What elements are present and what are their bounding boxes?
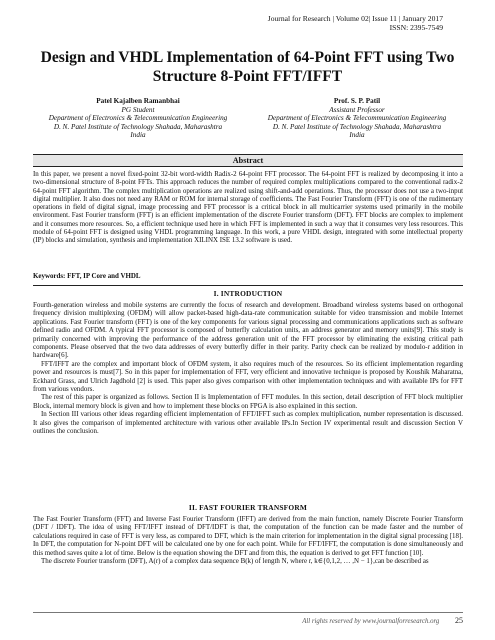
- author-name: Patel Kajalben Ramanbhai: [96, 97, 180, 105]
- footer-divider: [33, 612, 463, 613]
- abstract-text: In this paper, we present a novel fixed-point 32-bit word-width Radix-2 64-point FFT processor. The 64-point FFT is realized by decomposing it into a two-dimensional structure of 8-point FFTs. This approach reduces the number of required complex multiplications compared to the conventional radix-2 64-point FFT algorithm. The complex multiplication operations are realized using shift-and-add operations. Thus, the processor does not use a two-input digital multiplier. It also does not need any RAM or ROM for internal storage of coefficients. The Fast Fourier Transform (FFT) is one of the rudimentary operations in field of digital signal, image processing and FFT processor is a critical block in all multicarrier systems used primarily in the mobile environment. Fast Fourier transform (FFT) is an efficient implementation of the discrete Fourier transform (DFT). FFT blocks are complex to implement and it consumes more resources. So, a efficient technique used here in which FFT is implemented in such a way that it consumes very less resources. This module of 64-point FFT is designed using VHDL programming language. In this work, a pure VHDL design, integrated with some intellectual property (IP) blocks and simulation, synthesis and implementation XILINX ISE 13.2 software is used.: [33, 170, 463, 245]
- section-heading-introduction: I. INTRODUCTION: [213, 289, 283, 298]
- copyright-text: All rights reserved by www.journalforresearch.org: [302, 618, 440, 625]
- fft-body: [33, 515, 463, 565]
- author-role: PG Student: [121, 105, 155, 114]
- author-country: India: [349, 131, 365, 140]
- paragraph: The Fast Fourier Transform (FFT) and Inverse Fast Fourier Transform (IFFT) are derived from the main function, namely Discrete Fourier Transform (DFT / IDFT). The idea of using FFT/IFFT instead of DFT/IDFT is that, the computation of the function can be made faster and the number of calculations required in case of FFT is very less, as compared to DFT, which is the main criterion for implementation in the digital signal processing [18]. In DFT, the computation for N-point DFT will be calculated one by one for each point. While for FFT/IFFT, the computation is done simultaneously and this method saves quite a lot of time. Below is the equation showing the DFT and from this, the equation is derived to get FFT function [10].: [33, 515, 463, 557]
- paragraph: The rest of this paper is organized as follows. Section II is Implementation of FFT modules. In this section, detail description of FFT block multiplier Block, internal memory block is given and how to implement these blocks on FPGA is also explained in this section.: [33, 393, 463, 410]
- section-divider: [33, 285, 463, 286]
- abstract-heading: Abstract: [33, 154, 463, 167]
- author-department: Department of Electronics & Telecommunication Engineering: [267, 114, 447, 123]
- paragraph: FFT/IFFT are the complex and important block of OFDM system, it also requires much of the resources. So its efficient implementation regarding power and resources is must[7]. So in this paper for implementation of FFT, very efficient and innovative technique is proposed by Koushik Maharatna, Eckhard Grass, and Ulrich Jagdhold [2] is used. This paper also gives comparison with other implementation techniques and with available IPs for FFT from various vendors.: [33, 359, 463, 394]
- author-department: Department of Electronics & Telecommunication Engineering: [48, 114, 228, 123]
- paragraph: The discrete Fourier transform (DFT), A(r) of a complex data sequence B(k) of length N, where r, k∈{0,1,2, … ,N − 1},can be described as: [41, 557, 429, 566]
- issn: ISSN: 2395-7549: [389, 23, 443, 32]
- paragraph: In Section III various other ideas regarding efficient implementation of FFT/IFFT such as complex multiplication, number representation is discussed. It also gives the comparison of implemented architecture with various other available IPs.In Section IV experimental result and discussion Section V outlines the conclusion.: [33, 410, 463, 436]
- keywords: Keywords: FFT, IP Core and VHDL: [33, 272, 141, 280]
- page-footer: [33, 615, 463, 627]
- author-name: Prof. S. P. Patil: [333, 97, 381, 105]
- paragraph: Fourth-generation wireless and mobile systems are currently the focus of research and development. Broadband wireless systems based on orthogonal frequency division multiplexing (OFDM) will allow packet-based high-data-rate communication suitable for video transmission and mobile Internet applications. Fast Fourier transform (FFT) is one of the key components for various signal processing and communications applications such as software defined radio and OFDM. A typical FFT processor is composed of butterfly calculation units, an address generator and memory units[9]. This study is primarily concerned with improving the performance of the address generation unit of the FFT processor by eliminating the existing critical path components. Please observed that the two data addresses of every butterfly differ in their parity. Parity check can be realized by modulo-r addition in hardware[6].: [33, 301, 463, 360]
- author-country: India: [130, 131, 146, 140]
- author-institute: D. N. Patel Institute of Technology Shahada, Maharashtra: [53, 122, 223, 131]
- author-1: [33, 97, 243, 140]
- author-role: Assistant Professor: [329, 105, 385, 114]
- journal-info: Journal for Research | Volume 02| Issue 11 | January 2017: [267, 14, 443, 23]
- journal-header: [268, 14, 443, 32]
- author-2: [251, 97, 463, 140]
- introduction-body: [33, 301, 463, 436]
- paper-title: Design and VHDL Implementation of 64-Point FFT using Two Structure 8-Point FFT/IFFT: [40, 49, 455, 85]
- author-institute: D. N. Patel Institute of Technology Shahada, Maharashtra: [272, 122, 442, 131]
- section-heading-fft: II. FAST FOURIER TRANSFORM: [188, 503, 308, 512]
- page-number: 25: [455, 616, 463, 625]
